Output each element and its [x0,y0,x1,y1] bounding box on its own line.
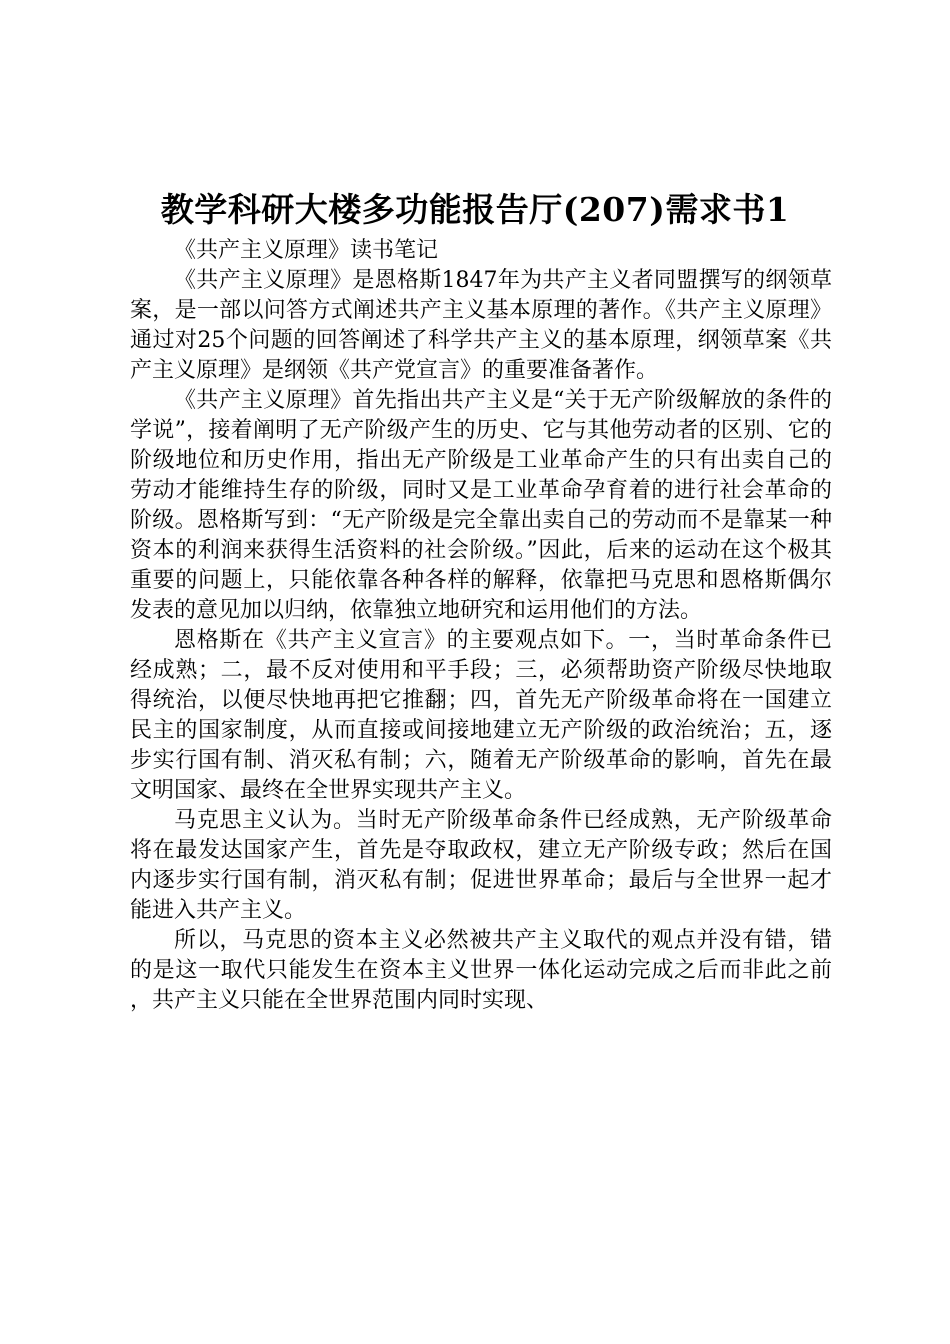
document-title: 教学科研大楼多功能报告厅(207)需求书1 [160,190,790,229]
paragraph-intro: 《共产主义原理》是恩格斯1847年为共产主义者同盟撰写的纲领草案，是一部以问答方式阐述共产主义基本原理的著作。《共产主义原理》通过对25个问题的回答阐述了科学共产主义的基本原理，纲领草案《共产主义原理》是纲领《共产党宣言》的重要准备著作。 [130,268,832,383]
paragraph-marxism: 马克思主义认为。当时无产阶级革命条件已经成熟，无产阶级革命将在最发达国家产生，首先是夺取政权，建立无产阶级专政；然后在国内逐步实行国有制，消灭私有制；促进世界革命；最后与全世界一起才能进入共产主义。 [130,808,832,923]
paragraph-proletariat: 《共产主义原理》首先指出共产主义是“关于无产阶级解放的条件的学说”，接着阐明了无产阶级产生的历史、它与其他劳动者的区别、它的阶级地位和历史作用，指出无产阶级是工业革命产生的只有出卖自己的劳动才能维持生存的阶级，同时又是工业革命孕育着的进行社会革命的阶级。恩格斯写到：“无产阶级是完全靠出卖自己的劳动而不是靠某一种资本的利润来获得生活资料的社会阶级。”因此，后来的运动在这个极其重要的问题上，只能依靠各种各样的解释，依靠把马克思和恩格斯偶尔发表的意见加以归纳，依靠独立地研究和运用他们的方法。 [130,388,832,623]
paragraph-conclusion: 所以，马克思的资本主义必然被共产主义取代的观点并没有错，错的是这一取代只能发生在资本主义世界一体化运动完成之后而非此之前，共产主义只能在全世界范围内同时实现、 [130,928,832,1013]
paragraph-main-views: 恩格斯在《共产主义宣言》的主要观点如下。一，当时革命条件已经成熟；二，最不反对使用和平手段；三，必须帮助资产阶级尽快地取得统治，以便尽快地再把它推翻；四，首先无产阶级革命将在一国建立民主的国家制度，从而直接或间接地建立无产阶级的政治统治；五，逐步实行国有制、消灭私有制；六，随着无产阶级革命的影响，首先在最文明国家、最终在全世界实现共产主义。 [130,628,832,803]
document-subtitle: 《共产主义原理》读书笔记 [174,238,439,263]
document-body [130,236,832,1016]
